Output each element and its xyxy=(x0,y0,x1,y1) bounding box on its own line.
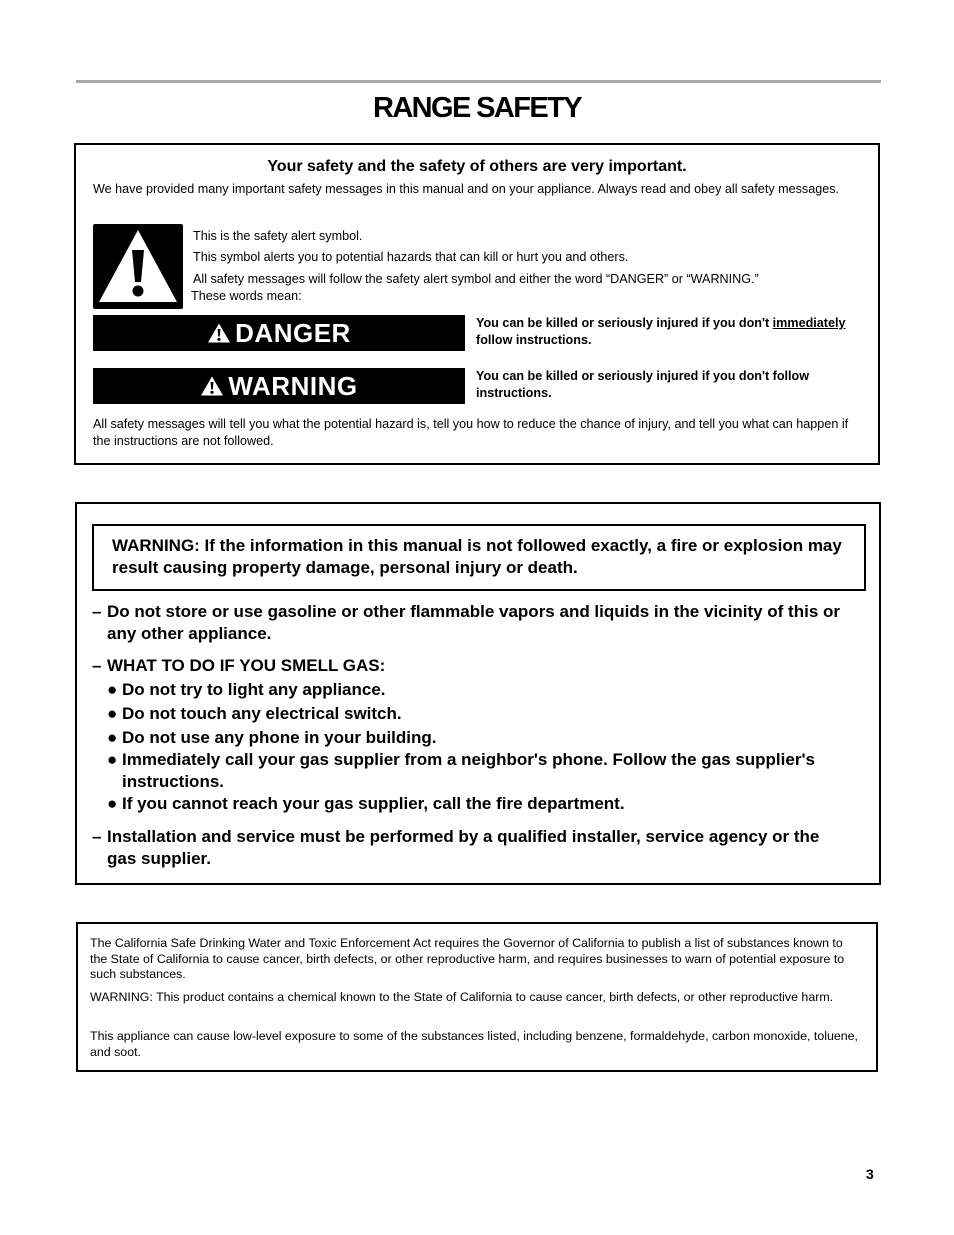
list-item: ● Immediately call your gas supplier from a neighbor's phone. Follow the gas supplier's instructions. xyxy=(107,750,815,791)
alert-triangle-icon xyxy=(207,322,231,344)
gas-warning-box xyxy=(75,502,881,885)
warning-label: WARNING xyxy=(228,370,358,401)
danger-signal-bar xyxy=(93,315,465,351)
list-item: ● Do not use any phone in your building. xyxy=(107,728,437,747)
list-item: – WHAT TO DO IF YOU SMELL GAS: xyxy=(92,656,386,675)
danger-description: You can be killed or seriously injured if you don't immediately follow instructions. xyxy=(476,316,846,347)
california-paragraph-3: This appliance can cause low-level exposure to some of the substances listed, including benzene, formaldehyde, carbon monoxide, toluene, and soot. xyxy=(90,1029,858,1059)
symbol-line-4: These words mean: xyxy=(191,289,302,303)
safety-heading: Your safety and the safety of others are very important. xyxy=(267,158,687,175)
safety-info-box xyxy=(74,143,880,465)
warning-triangle-icon xyxy=(93,224,183,309)
page-title: RANGE SAFETY xyxy=(373,92,581,124)
warning-emphasis: follow xyxy=(772,369,810,383)
california-paragraph-1: The California Safe Drinking Water and Toxic Enforcement Act requires the Governor of California to publish a list of substances known to the State of California to cause cancer, birth defects, or other reproductive harm, and requires businesses to warn of potential exposure to such substances. xyxy=(90,936,845,982)
danger-emphasis: immediately xyxy=(772,316,846,330)
warning-signal-bar xyxy=(93,368,465,404)
safety-outro: All safety messages will tell you what the potential hazard is, tell you how to reduce the chance of injury, and tell you what can happen if the instructions are not followed. xyxy=(93,417,849,448)
list-item: ● If you cannot reach your gas supplier, call the fire department. xyxy=(107,794,625,813)
list-item: – Installation and service must be performed by a qualified installer, service agency or the gas supplier. xyxy=(92,827,820,868)
symbol-line-3: All safety messages will follow the safety alert symbol and either the word “DANGER” or “WARNING.” xyxy=(193,272,759,286)
warning-description: You can be killed or seriously injured if you don't follow instructions. xyxy=(476,369,810,400)
safety-intro: We have provided many important safety messages in this manual and on your appliance. Always read and obey all safety messages. xyxy=(93,182,840,196)
california-paragraph-2: WARNING: This product contains a chemical known to the State of California to cause cancer, birth defects, or other reproductive harm. xyxy=(90,990,834,1004)
list-item: – Do not store or use gasoline or other flammable vapors and liquids in the vicinity of this or any other appliance. xyxy=(92,602,841,643)
alert-triangle-icon xyxy=(200,375,224,397)
danger-label: DANGER xyxy=(235,317,351,348)
symbol-line-2: This symbol alerts you to potential hazards that can kill or hurt you and others. xyxy=(193,250,629,264)
list-item: ● Do not try to light any appliance. xyxy=(107,680,386,699)
california-notice-box xyxy=(76,922,878,1072)
list-item: ● Do not touch any electrical switch. xyxy=(107,704,402,723)
page-number: 3 xyxy=(866,1166,874,1182)
fire-explosion-warning: WARNING: If the information in this manual is not followed exactly, a fire or explosion may result causing property damage, personal injury or death. xyxy=(92,524,866,591)
symbol-line-1: This is the safety alert symbol. xyxy=(193,229,363,243)
top-rule xyxy=(76,80,881,83)
